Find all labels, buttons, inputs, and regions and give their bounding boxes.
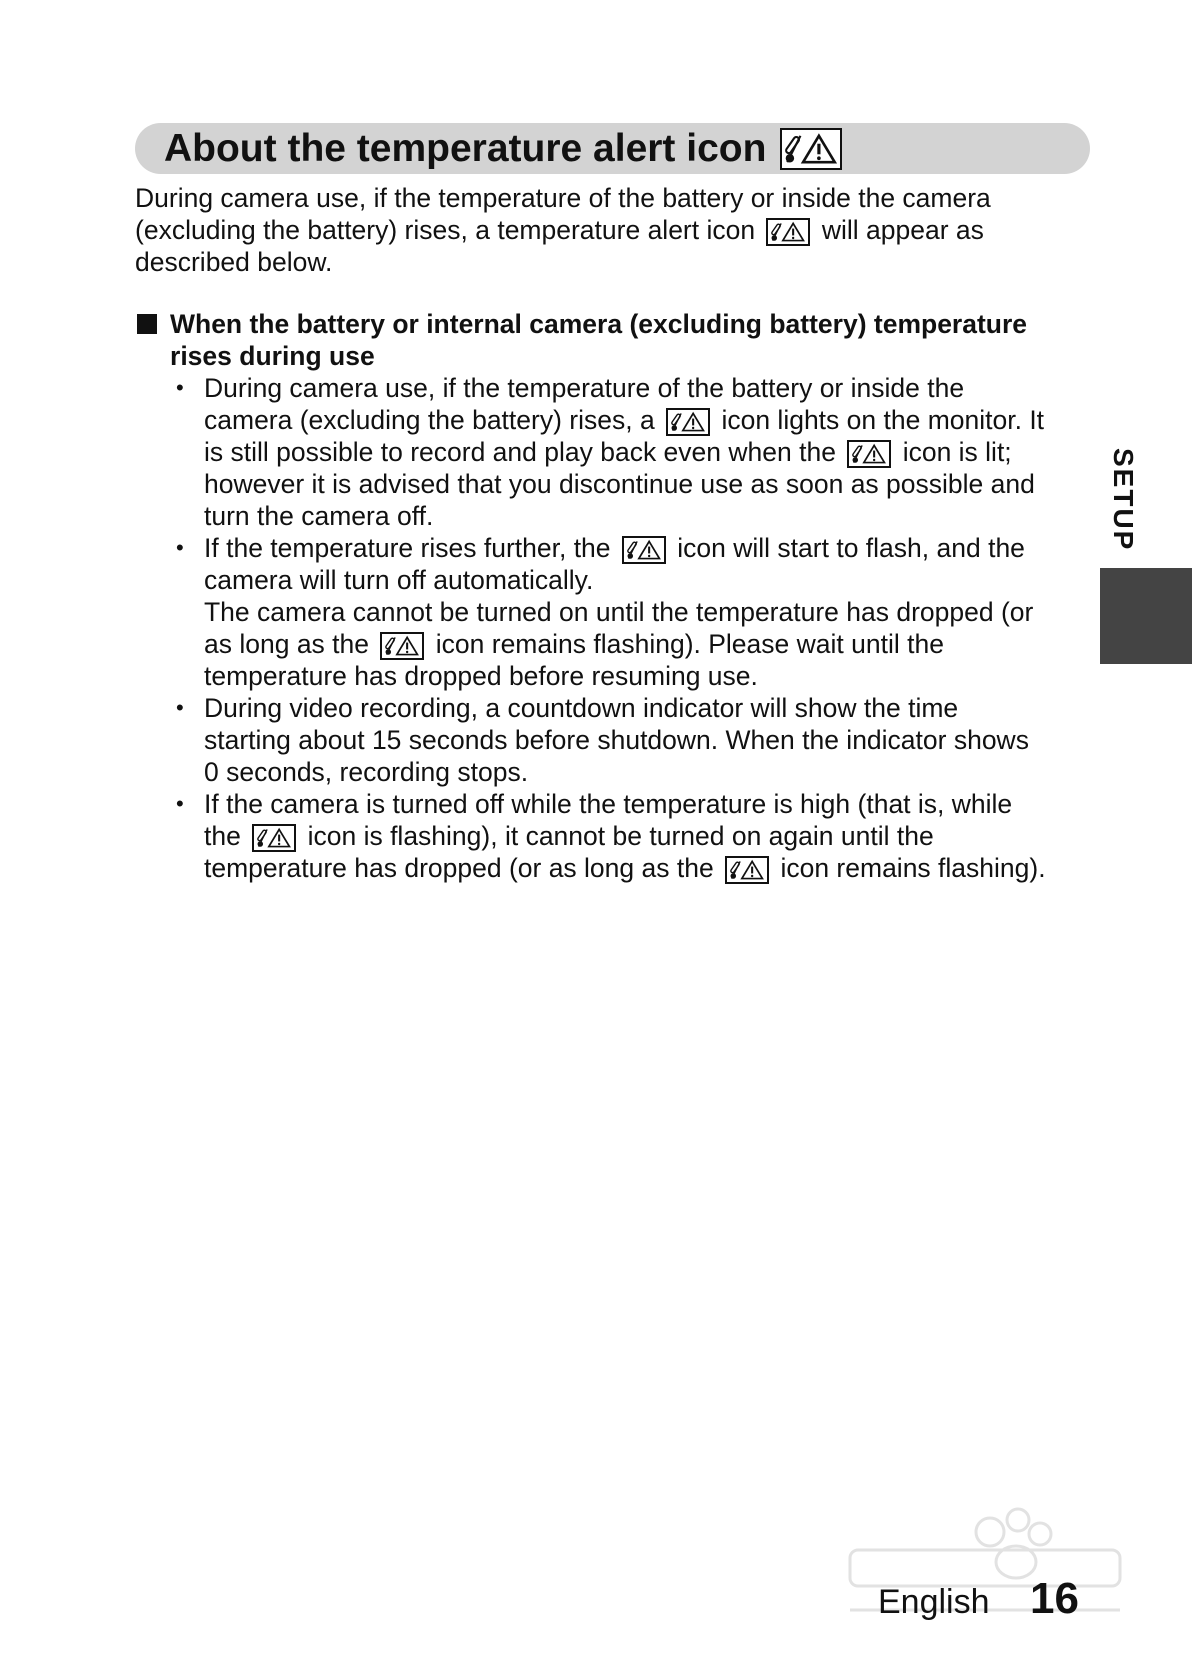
- intro-line: described below.: [135, 247, 333, 277]
- bullet-line: however it is advised that you discontinue use as soon as possible and: [204, 469, 1035, 499]
- page-number: 16: [1030, 1574, 1079, 1623]
- bullet-text: icon remains flashing). Please wait until the: [435, 629, 944, 659]
- section-heading-line: When the battery or internal camera (excluding battery) temperature: [170, 309, 1028, 339]
- bullet-dot-icon: •: [176, 791, 184, 816]
- temperature-alert-icon: [252, 824, 296, 852]
- bullet-text: icon remains flashing).: [780, 853, 1046, 883]
- bullet-text: icon is lit;: [902, 437, 1012, 467]
- bullet-text: If the temperature rises further, the: [204, 533, 611, 563]
- bullet-line: turn the camera off.: [204, 501, 434, 531]
- bullet-line: 0 seconds, recording stops.: [204, 757, 529, 787]
- list-item: [170, 372, 1090, 532]
- side-tab-label: SETUP: [1108, 448, 1139, 552]
- temperature-alert-icon: [847, 440, 891, 468]
- temperature-alert-icon: [666, 408, 710, 436]
- section-heading: [135, 308, 1095, 372]
- temperature-alert-icon: [780, 128, 842, 170]
- bullet-text: icon will start to flash, and the: [677, 533, 1025, 563]
- footer-language: English: [878, 1583, 990, 1621]
- bullet-text: as long as the: [204, 629, 370, 659]
- bullet-text: icon lights on the monitor. It: [721, 405, 1045, 435]
- bullet-line: [204, 532, 1090, 564]
- temperature-alert-icon: [766, 218, 810, 246]
- bullet-line: [204, 628, 1090, 660]
- temperature-alert-icon: [380, 632, 424, 660]
- list-item: [170, 788, 1090, 884]
- bullet-text: temperature has dropped (or as long as the: [204, 853, 714, 883]
- bullet-line: The camera cannot be turned on until the temperature has dropped (or: [204, 597, 1034, 627]
- bullet-line: temperature has dropped before resuming use.: [204, 661, 758, 691]
- square-bullet-icon: [137, 314, 157, 334]
- bullet-line: During video recording, a countdown indicator will show the time: [204, 693, 959, 723]
- section-heading-line: rises during use: [170, 341, 375, 371]
- intro-text: (excluding the battery) rises, a temperature alert icon: [135, 215, 756, 245]
- bullet-line: During camera use, if the temperature of the battery or inside the: [204, 373, 965, 403]
- intro-text: will appear as: [821, 215, 984, 245]
- bullet-text: the: [204, 821, 241, 851]
- side-tab-marker: [1100, 568, 1192, 664]
- intro-line: During camera use, if the temperature of the battery or inside the camera: [135, 183, 991, 213]
- page-heading: [164, 124, 846, 174]
- bullet-line: camera will turn off automatically.: [204, 565, 594, 595]
- bullet-dot-icon: •: [176, 375, 184, 400]
- list-item: [170, 692, 1090, 788]
- intro-paragraph: [135, 182, 1095, 278]
- bullet-dot-icon: •: [176, 695, 184, 720]
- bullet-line: [204, 436, 1090, 468]
- bullet-line: [204, 404, 1090, 436]
- temperature-alert-icon: [622, 536, 666, 564]
- list-item: [170, 532, 1090, 692]
- temperature-alert-icon: [725, 856, 769, 884]
- bullet-list: [170, 372, 1090, 884]
- bullet-dot-icon: •: [176, 535, 184, 560]
- bullet-text: is still possible to record and play back even when the: [204, 437, 836, 467]
- heading-title: About the temperature alert icon: [164, 127, 767, 170]
- bullet-line: If the camera is turned off while the temperature is high (that is, while: [204, 789, 1013, 819]
- intro-line: [135, 214, 1095, 246]
- bullet-line: [204, 852, 1090, 884]
- bullet-line: [204, 820, 1090, 852]
- bullet-text: icon is flashing), it cannot be turned on again until the: [307, 821, 934, 851]
- bullet-text: camera (excluding the battery) rises, a: [204, 405, 655, 435]
- bullet-line: starting about 15 seconds before shutdown. When the indicator shows: [204, 725, 1029, 755]
